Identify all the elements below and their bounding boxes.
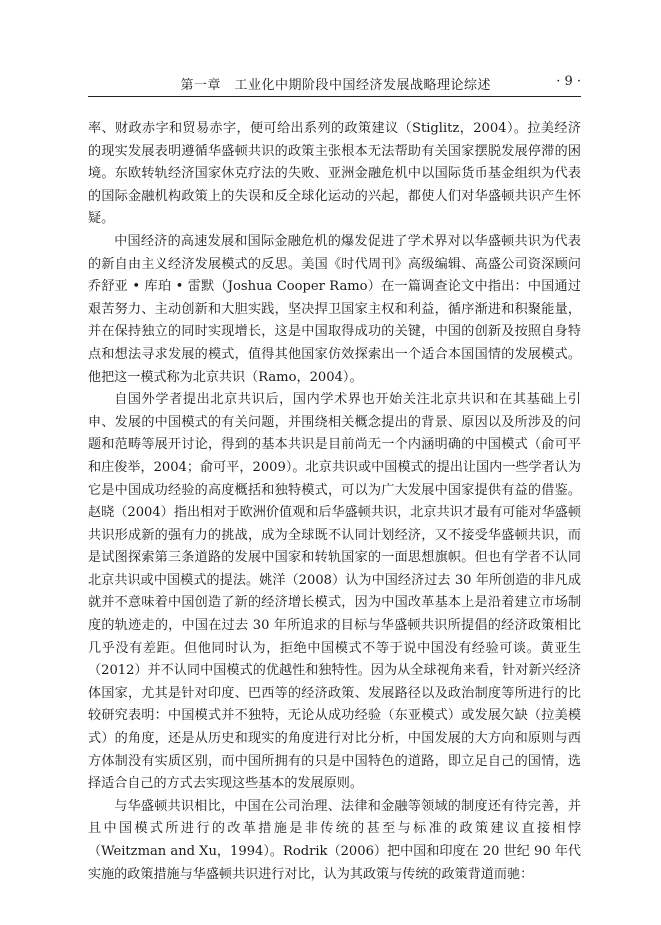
page-number: · 9 · [556, 74, 581, 89]
chapter-title: 第一章 工业化中期阶段中国经济发展战略理论综述 [180, 78, 491, 93]
paragraph-1: 率、财政赤字和贸易赤字，便可给出系列的政策建议（Stiglitz，2004）。拉美经济的现实发展表明遵循华盛顿共识的政策主张根本无法帮助有关国家摆脱发展停滞的困境。东欧转轨经济国家休克疗法的失败、亚洲金融危机中以国际货币基金组织为代表的国际金融机构政策上的失误和反全球化运动的兴起，都使人们对华盛顿共识产生怀疑。 [88, 121, 581, 227]
paragraph-2: 中国经济的高速发展和国际金融危机的爆发促进了学术界对以华盛顿共识为代表的新自由主义经济发展模式的反思。美国《时代周刊》高级编辑、高盛公司资深顾问乔舒亚 • 库珀 • 雷默（Joshua Cooper Ramo）在一篇调查论文中指出：中国通过艰苦努力、主动创新和大胆实践，坚决捍卫国家主权和利益，循序渐进和积聚能量，并在保持独立的同时实现增长，这是中国取得成功的关键，中国的创新及按照自身特点和想法寻求发展的模式，值得其他国家仿效探索出一个适合本国国情的发展模式。他把这一模式称为北京共识（Ramo，2004）。 [88, 233, 581, 385]
body-text [88, 118, 581, 886]
paragraph-3: 自国外学者提出北京共识后，国内学术界也开始关注北京共识和在其基础上引申、发展的中国模式的有关问题，并围绕相关概念提出的背景、原因以及所涉及的问题和范畴等展开讨论，得到的基本共识是目前尚无一个内涵明确的中国模式（俞可平和庄俊举，2004；俞可平，2009）。北京共识或中国模式的提出让国内一些学者认为它是中国成功经验的高度概括和独特模式，可以为广大发展中国家提供有益的借鉴。赵晓（2004）指出相对于欧洲价值观和后华盛顿共识，北京共识才最有可能对华盛顿共识形成新的强有力的挑战，成为全球既不认同计划经济，又不接受华盛顿共识，而是试图探索第三条道路的发展中国家和转轨国家的一面思想旗帜。但也有学者不认同北京共识或中国模式的提法。姚洋（2008）认为中国经济过去 30 年所创造的非凡成就并不意味着中国创造了新的经济增长模式，因为中国改革基本上是沿着建立市场制度的轨迹走的，中国在过去 30 年所追求的目标与华盛顿共识所提倡的经济政策相比几乎没有差距。但他同时认为，拒绝中国模式不等于说中国没有经验可谈。黄亚生（2012）并不认同中国模式的优越性和独特性。因为从全球视角来看，针对新兴经济体国家，尤其是针对印度、巴西等的经济政策、发展路径以及政治制度等所进行的比较研究表明：中国模式并不独特，无论从成功经验（东亚模式）或发展欠缺（拉美模式）的角度，还是从历史和现实的角度进行对比分析，中国发展的大方向和原则与西方体制没有实质区别，而中国所拥有的只是中国特色的道路，即立足自己的国情，选择适合自己的方式去实现这些基本的发展原则。 [88, 392, 581, 792]
paragraph-4: 与华盛顿共识相比，中国在公司治理、法律和金融等领域的制度还有待完善，并且中国模式所进行的改革措施是非传统的甚至与标准的政策建议直接相悖（Weitzman and Xu，1994）。Rodrik（2006）把中国和印度在 20 世纪 90 年代实施的政策措施与华盛顿共识进行对比，认为其政策与传统的政策背道而驰： [88, 798, 582, 882]
running-header [88, 72, 581, 97]
